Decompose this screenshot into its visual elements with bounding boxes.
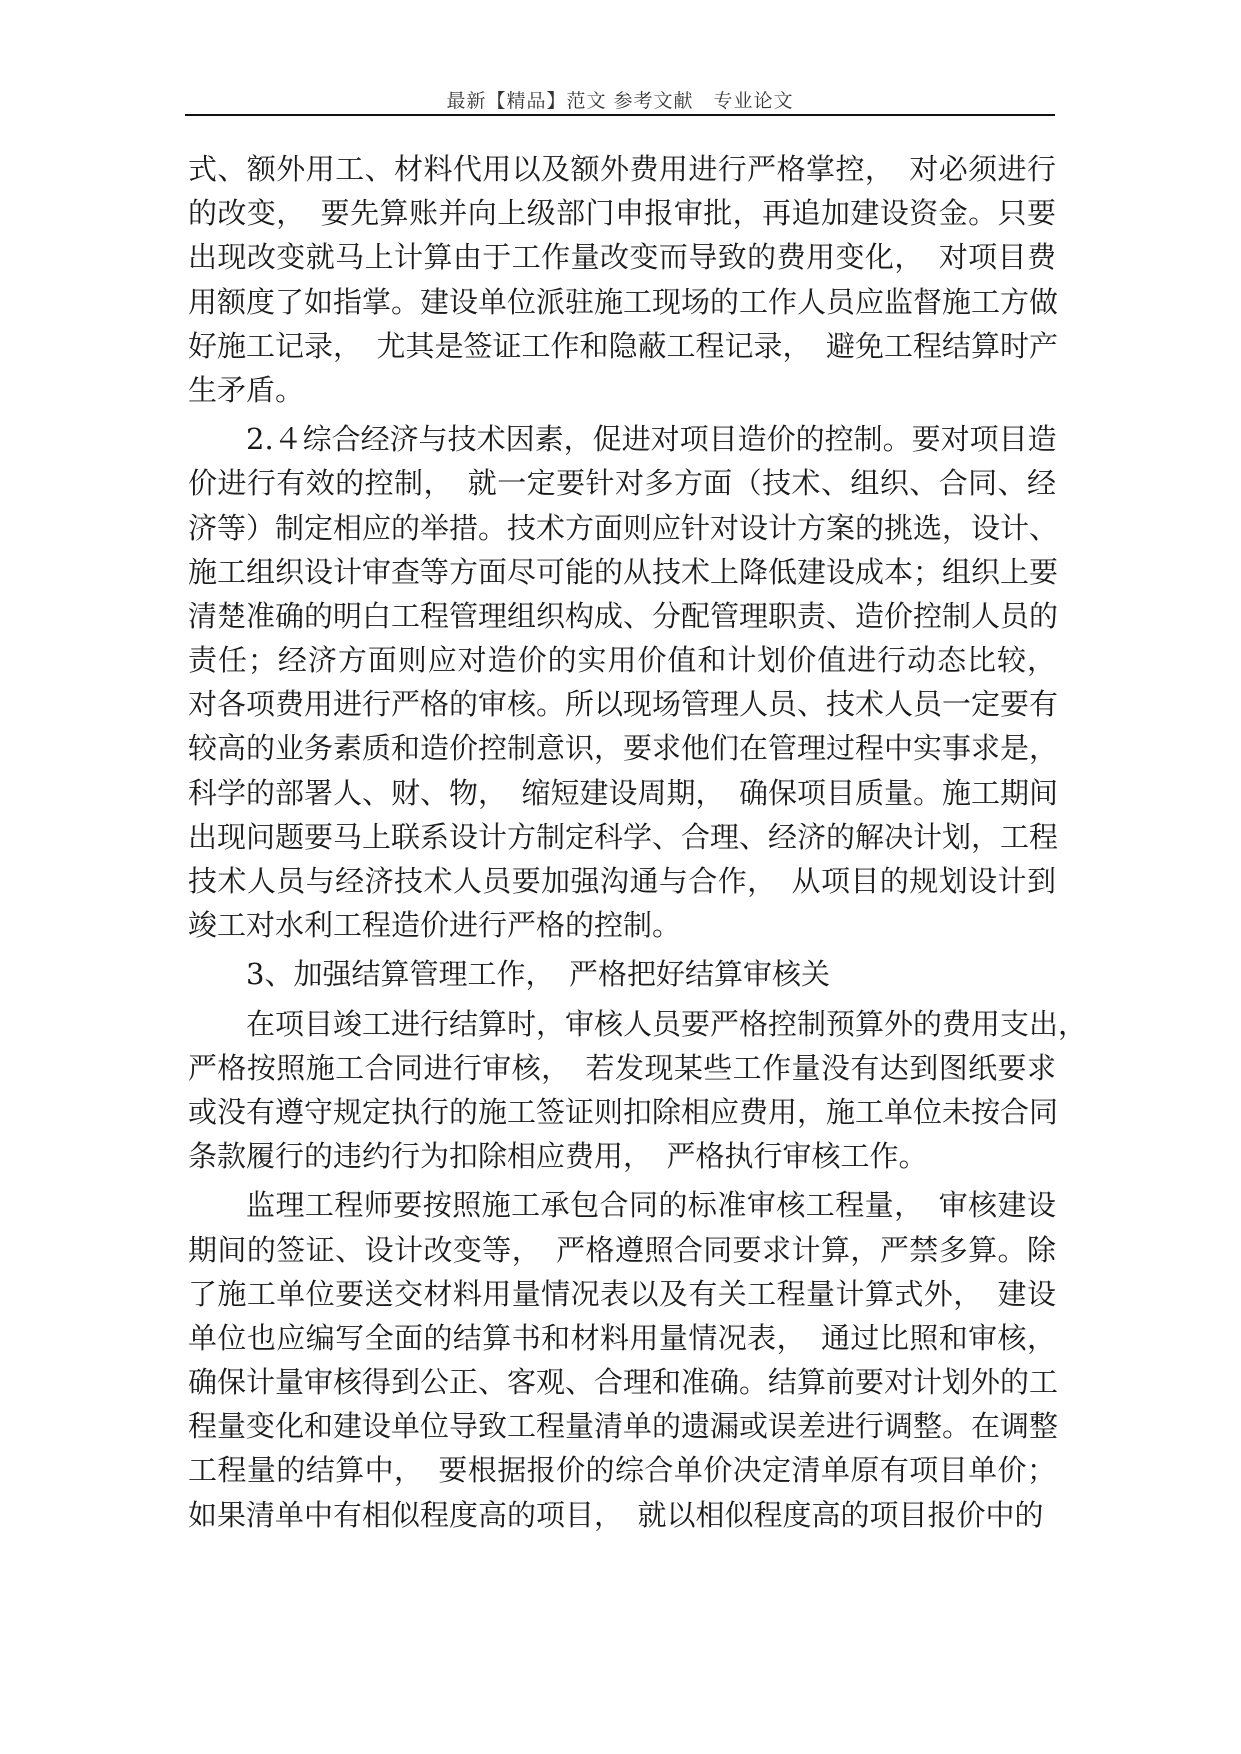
text-line: 竣工对水利工程造价进行严格的控制。 bbox=[188, 908, 682, 943]
text-line: 或没有遵守规定执行的施工签证则扣除相应费用，施工单位未按合同 bbox=[188, 1094, 1059, 1129]
text-line: 价进行有效的控制， 就一定要针对多方面（技术、组织、合同、经 bbox=[188, 466, 1056, 501]
paragraph bbox=[188, 1002, 1088, 1179]
text-line: 科学的部署人、财、物， 缩短建设周期， 确保项目质量。施工期间 bbox=[188, 775, 1059, 810]
text-line: 在项目竣工进行结算时，审核人员要严格控制预算外的费用支出， bbox=[246, 1006, 1088, 1041]
paragraph bbox=[188, 147, 1059, 412]
text-line: 条款履行的违约行为扣除相应费用， 严格执行审核工作。 bbox=[188, 1139, 928, 1174]
text-line: 单位也应编写全面的结算书和材料用量情况表， 通过比照和审核， bbox=[188, 1320, 1056, 1355]
text-line: 式、额外用工、材料代用以及额外费用进行严格掌控， 对必须进行 bbox=[188, 152, 1056, 186]
text-line: 生矛盾。 bbox=[188, 372, 305, 407]
document-body bbox=[188, 147, 1088, 1542]
paragraph bbox=[188, 417, 1059, 947]
text-line: 监理工程师要按照施工承包合同的标准审核工程量， 审核建设 bbox=[246, 1188, 1056, 1223]
text-line: 出现问题要马上联系设计方制定科学、合理、经济的解决计划，工程 bbox=[188, 819, 1059, 854]
text-line: 好施工记录， 尤其是签证工作和隐蔽工程记录， 避免工程结算时产 bbox=[188, 328, 1059, 363]
text-line: 确保计量审核得到公正、客观、合理和准确。结算前要对计划外的工 bbox=[188, 1365, 1059, 1400]
text-line: 济等）制定相应的举措。技术方面则应针对设计方案的挑选，设计、 bbox=[188, 510, 1059, 545]
text-line: 对各项费用进行严格的审核。所以现场管理人员、技术人员一定要有 bbox=[188, 687, 1059, 722]
text-line: 施工组织设计审查等方面尽可能的从技术上降低建设成本；组织上要 bbox=[188, 554, 1059, 589]
text-line: 工程量的结算中， 要根据报价的综合单价决定清单原有项目单价； bbox=[188, 1453, 1056, 1488]
text-line: 2.４综合经济与技术因素，促进对项目造价的控制。要对项目造 bbox=[246, 422, 1057, 457]
text-line: 用额度了如指掌。建设单位派驻施工现场的工作人员应监督施工方做 bbox=[188, 284, 1059, 319]
text-line: 责任；经济方面则应对造价的实用价值和计划价值进行动态比较， bbox=[188, 643, 1056, 678]
paragraph bbox=[188, 1183, 1059, 1537]
text-line: 技术人员与经济技术人员要加强沟通与合作， 从项目的规划设计到 bbox=[188, 864, 1056, 898]
text-line: 的改变， 要先算账并向上级部门申报审批，再追加建设资金。只要 bbox=[188, 196, 1056, 231]
text-line: 了施工单位要送交材料用量情况表以及有关工程量计算式外， 建设 bbox=[188, 1276, 1056, 1311]
page-header: 最新【精品】范文 参考文献 专业论文 bbox=[446, 90, 794, 112]
text-line: 期间的签证、设计改变等， 严格遵照合同要求计算，严禁多算。除 bbox=[188, 1232, 1056, 1267]
text-line: 出现改变就马上计算由于工作量改变而导致的费用变化， 对项目费 bbox=[188, 240, 1056, 275]
text-line: 3、加强结算管理工作， 严格把好结算审核关 bbox=[246, 957, 830, 992]
text-line: 程量变化和建设单位导致工程量清单的遗漏或误差进行调整。在调整 bbox=[188, 1409, 1059, 1444]
text-line: 如果清单中有相似程度高的项目， 就以相似程度高的项目报价中的 bbox=[188, 1497, 1044, 1532]
text-line: 较高的业务素质和造价控制意识，要求他们在管理过程中实事求是， bbox=[188, 731, 1059, 766]
paragraph bbox=[188, 952, 1056, 996]
header-divider bbox=[185, 114, 1055, 116]
text-line: 严格按照施工合同进行审核， 若发现某些工作量没有达到图纸要求 bbox=[188, 1050, 1056, 1085]
text-line: 清楚准确的明白工程管理组织构成、分配管理职责、造价控制人员的 bbox=[188, 598, 1059, 633]
